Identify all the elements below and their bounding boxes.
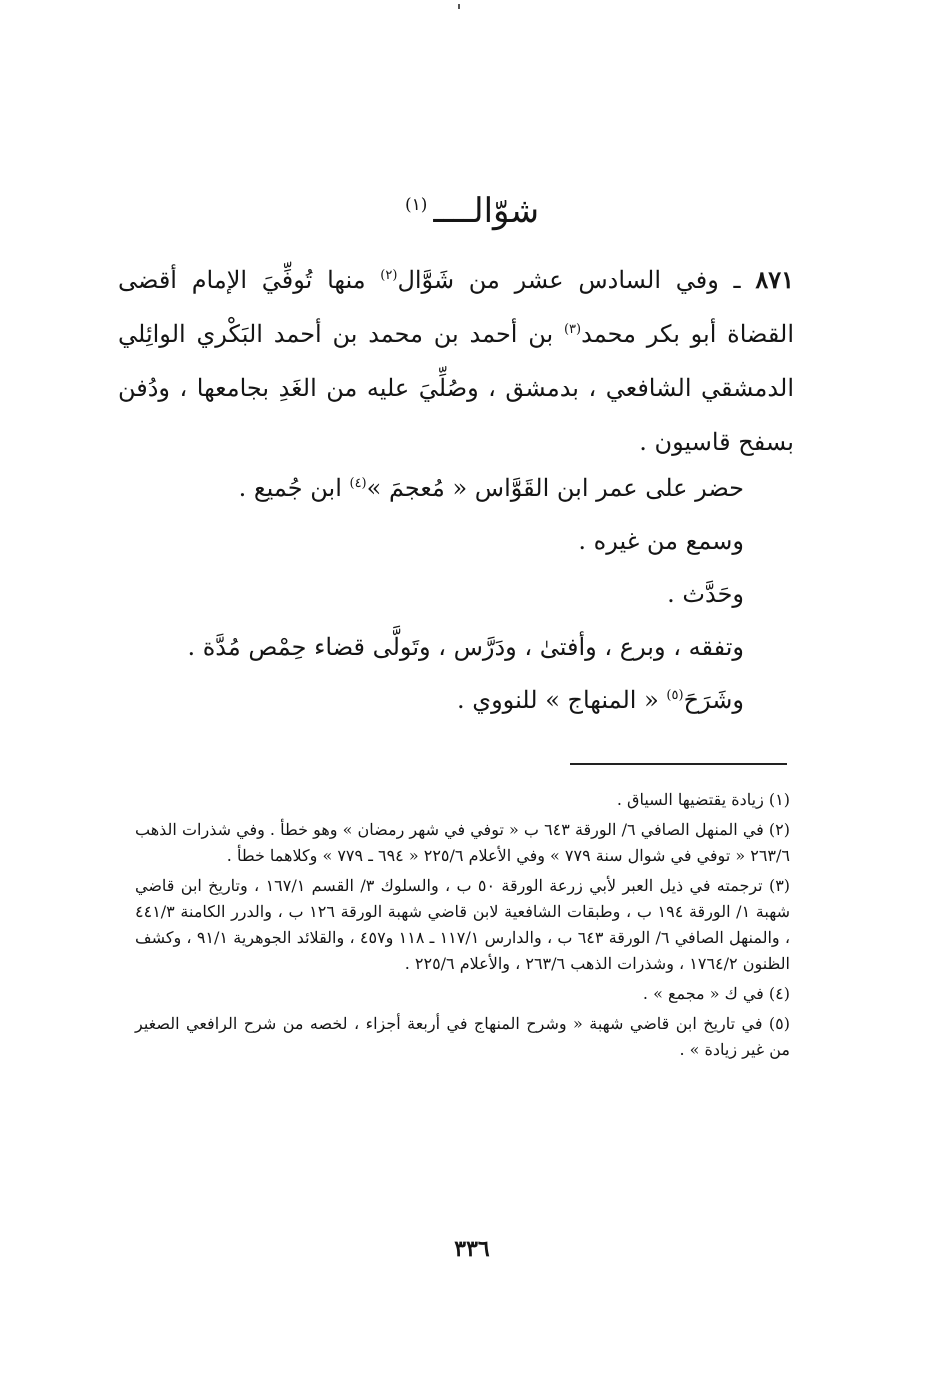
heading-title: شوّالــــ: [433, 191, 540, 232]
biography-entry: [118, 253, 794, 469]
footnotes: [135, 787, 790, 1067]
line-3: وحَدَّث .: [667, 580, 744, 608]
footnote-ref-5: (٥): [666, 688, 684, 703]
footnote-1: (١) زيادة يقتضيها السياق .: [616, 790, 790, 809]
line-1-text-b: ابن جُميع .: [238, 474, 350, 502]
line-5-text-b: « المنهاج » للنووي .: [457, 686, 667, 714]
section-heading: [0, 183, 944, 233]
line-5: [120, 674, 744, 727]
footnote-separator: [570, 763, 787, 765]
footnote-ref-2: (٢): [380, 268, 398, 283]
footnote-3: (٣) ترجمته في ذيل العبر لأبي زرعة الورقة ٥٠ ب ، والسلوك ٣/ القسم ١٦٧/١ ، وتاريخ ابن قاضي شهبة ١/ الورقة ١٩٤ ب ، وطبقات الشافعية لابن قاضي شهبة الورقة ١٢٦ ب ، والدرر الكامنة ٤٤١/٣ ، والمنهل الصافي ٦/ الورقة ٦٤٣ ب ، والدارس ١١٧/١ ـ ١١٨ و٤٥٧ ، والقلائد الجوهرية ٩١/١ ، وكشف الظنون ١٧٦٤/٢ ، وشذرات الذهب ٢٦٣/٦ ، والأعلام ٢٢٥/٦ .: [135, 876, 791, 973]
entry-text-1: ـ وفي السادس عشر من شَوَّال: [397, 266, 756, 294]
line-1-text-a: حضر على عمر ابن القَوَّاس « مُعجمَ »: [366, 474, 744, 502]
line-4: وتفقه ، وبرع ، وأفتىٰ ، ودَرَّس ، وتَولَّى قضاء حِمْص مُدَّة .: [187, 633, 744, 661]
entry-number: ٨٧١: [755, 265, 794, 294]
entry-text-3: بن أحمد بن محمد بن أحمد البَكْري الوائِلي الدمشقي الشافعي ، بدمشق ، وصُلِّيَ عليه من الغَدِ بجامعها ، ودُفن بسفح قاسيون .: [118, 320, 794, 456]
footnote-2: (٢) في المنهل الصافي ٦/ الورقة ٦٤٣ ب « توفي في شهر رمضان » وهو خطأ . وفي شذرات الذهب ٢٦٣/٦ « توفي في شوال سنة ٧٧٩ » وفي الأعلام ٢٢٥/٦ « ٦٩٤ ـ ٧٧٩ » وكلاهما خطأ .: [135, 820, 791, 865]
entry-text-2: منها تُوفِّيَ الإمام أقضى القضاة أبو بكر محمد: [118, 266, 794, 348]
footnote-4: (٤) في ك « مجمع » .: [642, 984, 790, 1003]
entry-paragraph: [118, 253, 794, 469]
top-mark: [458, 4, 460, 9]
heading-note-ref: (١): [404, 195, 428, 215]
page-number: ٣٣٦: [454, 1236, 490, 1262]
line-1: [120, 462, 744, 515]
line-5-text-a: وشَرَحَ: [683, 686, 744, 714]
footnote-5: (٥) في تاريخ ابن قاضي شهبة « وشرح المنهاج في أربعة أجزاء ، لخصه من شرح الرافعي الصغير من غير زيادة » .: [135, 1014, 791, 1059]
biography-lines: [120, 462, 744, 727]
line-2: وسمع من غيره .: [578, 527, 744, 555]
footnote-ref-4: (٤): [349, 476, 367, 491]
footnote-ref-3: (٣): [563, 322, 582, 337]
